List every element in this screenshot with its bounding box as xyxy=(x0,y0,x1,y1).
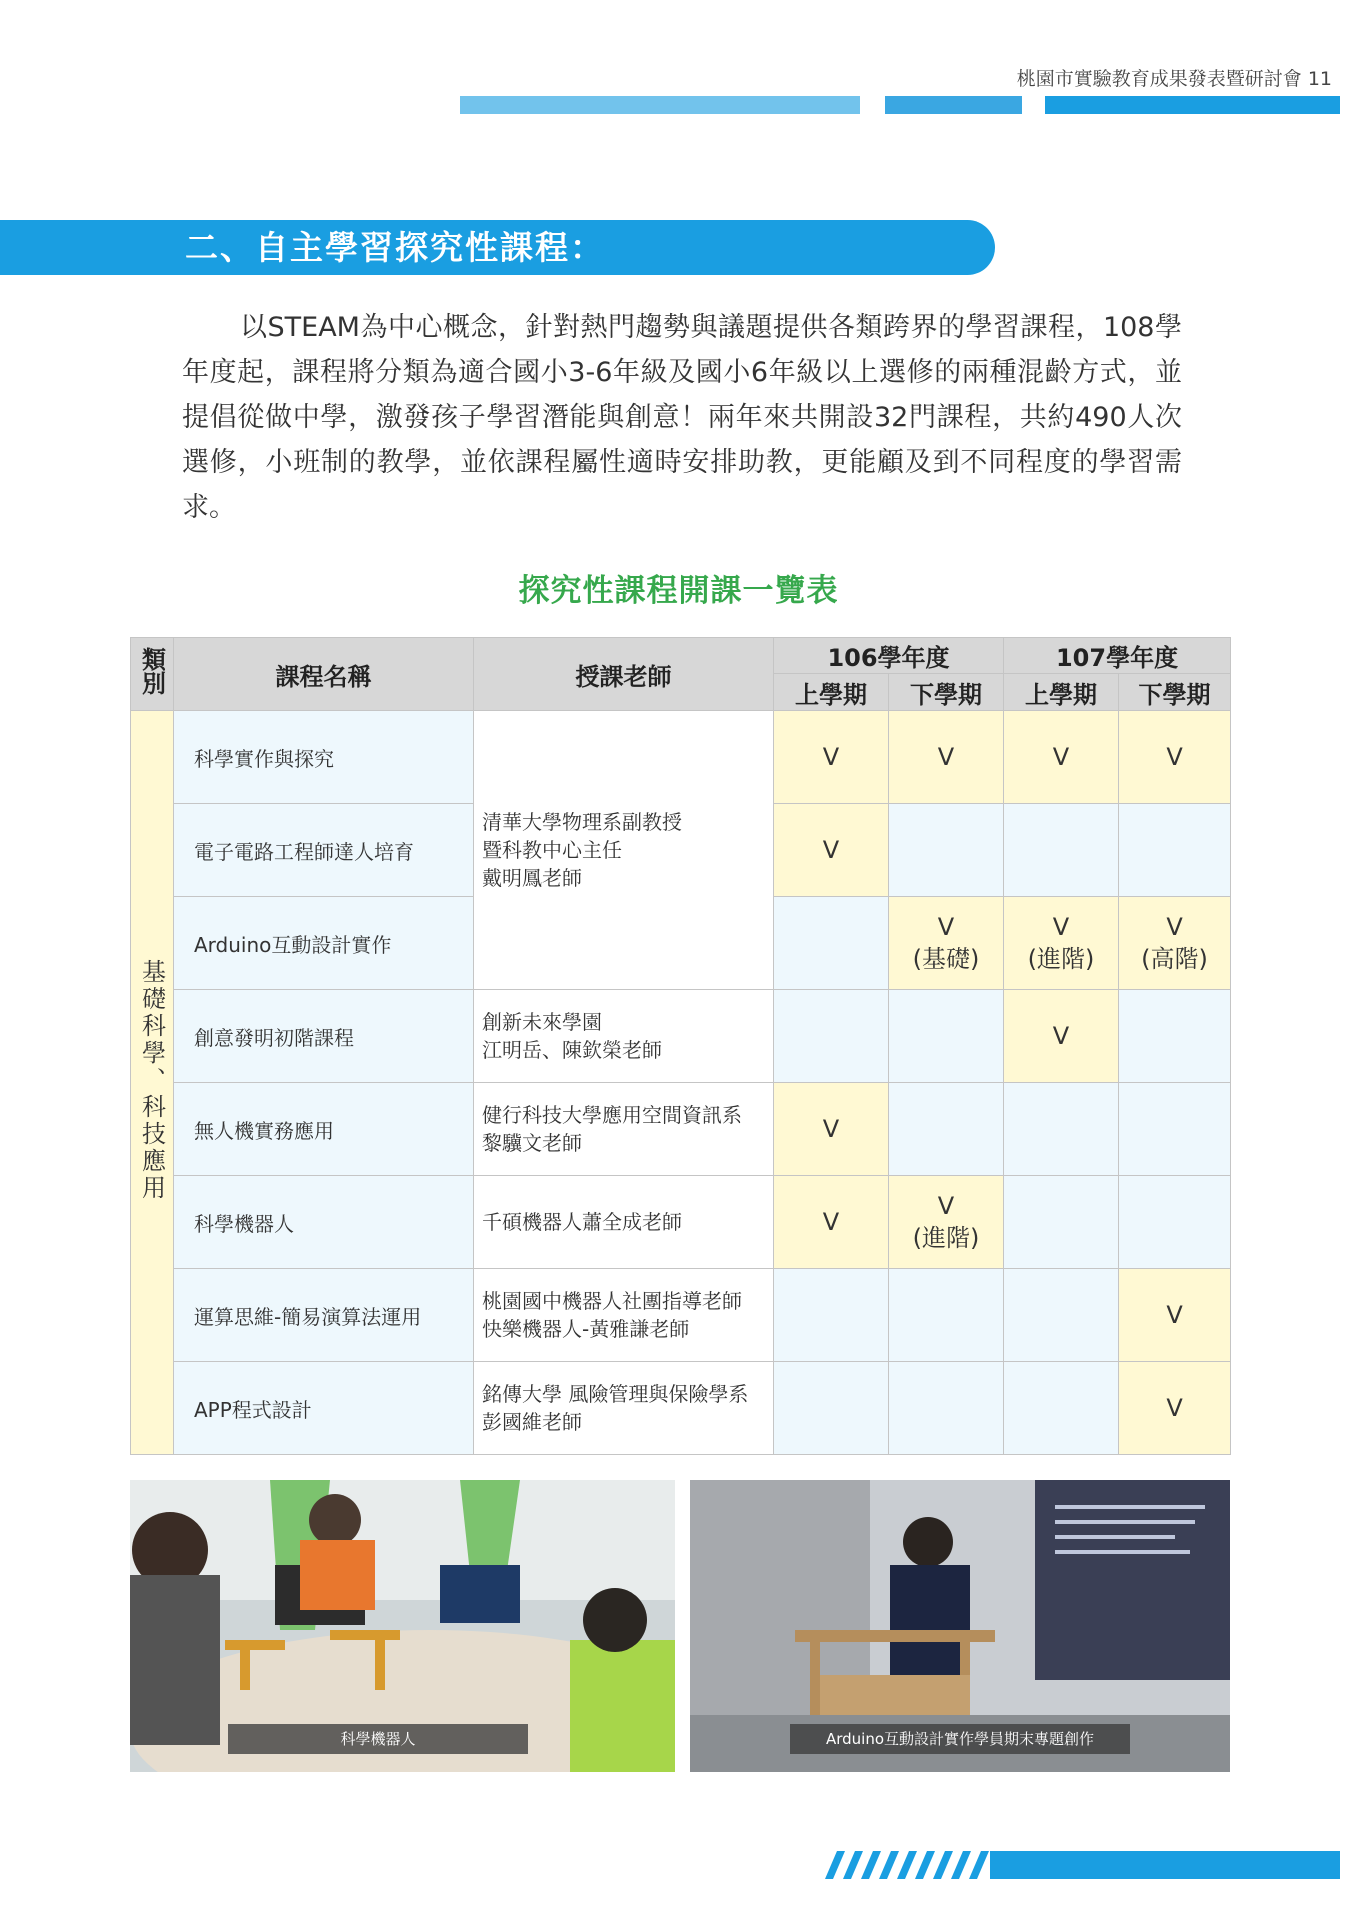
header-course: 課程名稱 xyxy=(174,638,474,711)
mark-cell: V xyxy=(774,1083,889,1176)
mark-cell: V xyxy=(1119,1269,1231,1362)
footer-bar xyxy=(990,1851,1340,1879)
mark-cell xyxy=(889,1269,1004,1362)
mark-cell: V (進階) xyxy=(1004,897,1119,990)
mark-cell xyxy=(1119,1083,1231,1176)
table-row xyxy=(131,1176,1231,1269)
course-name: 電子電路工程師達人培育 xyxy=(174,804,474,897)
footer-stripes xyxy=(825,1851,1000,1879)
mark-cell: V xyxy=(889,711,1004,804)
header-106-sem2: 下學期 xyxy=(889,674,1004,711)
mark-cell: V xyxy=(774,711,889,804)
intro-paragraph: 以STEAM為中心概念，針對熱門趨勢與議題提供各類跨界的學習課程，108學年度起，課程將分類為適合國小3-6年級及國小6年級以上選修的兩種混齡方式，並提倡從做中學，激發孩子學習潛能與創意！兩年來共開設32門課程，共約490人次選修，小班制的教學，並依課程屬性適時安排助教，更能顧及到不同程度的學習需求。 xyxy=(182,312,1182,523)
header-107-sem1: 上學期 xyxy=(1004,674,1119,711)
mark-cell: V xyxy=(774,1176,889,1269)
mark-cell: V xyxy=(1004,990,1119,1083)
course-name: Arduino互動設計實作 xyxy=(174,897,474,990)
photo-arduino-project xyxy=(690,1480,1230,1772)
course-teacher: 清華大學物理系副教授 暨科教中心主任 戴明鳳老師 xyxy=(474,711,774,990)
table-row xyxy=(131,990,1231,1083)
course-name: 科學機器人 xyxy=(174,1176,474,1269)
header-year-106: 106學年度 xyxy=(774,638,1004,674)
header-bar-1 xyxy=(460,96,860,114)
section-title: 二、自主學習探究性課程： xyxy=(185,228,605,267)
mark-cell xyxy=(1119,804,1231,897)
course-teacher: 創新未來學園 江明岳、陳欽榮老師 xyxy=(474,990,774,1083)
photo-robot-class xyxy=(130,1480,675,1772)
mark-cell: V (進階) xyxy=(889,1176,1004,1269)
course-teacher: 銘傳大學 風險管理與保險學系 彭國維老師 xyxy=(474,1362,774,1455)
page-header-title: 桃園市實驗教育成果發表暨研討會 11 xyxy=(1016,68,1332,90)
course-name: 創意發明初階課程 xyxy=(174,990,474,1083)
mark-cell: V (基礎) xyxy=(889,897,1004,990)
header-106-sem1: 上學期 xyxy=(774,674,889,711)
course-teacher: 桃園國中機器人社團指導老師 快樂機器人-黃雅謙老師 xyxy=(474,1269,774,1362)
mark-cell xyxy=(774,990,889,1083)
mark-cell xyxy=(889,1362,1004,1455)
header-category: 類別 xyxy=(131,638,174,711)
table-title: 探究性課程開課一覽表 xyxy=(518,573,839,609)
intro-text xyxy=(182,305,1182,530)
mark-cell xyxy=(774,1362,889,1455)
mark-cell: V xyxy=(1119,1362,1231,1455)
course-name: APP程式設計 xyxy=(174,1362,474,1455)
course-name: 無人機實務應用 xyxy=(174,1083,474,1176)
mark-cell xyxy=(889,804,1004,897)
mark-cell xyxy=(1119,1176,1231,1269)
category-cell: 基礎科學、科技應用 xyxy=(131,711,174,1455)
mark-cell xyxy=(1004,804,1119,897)
photo-caption: 科學機器人 xyxy=(228,1724,528,1754)
course-teacher: 千碩機器人蕭全成老師 xyxy=(474,1176,774,1269)
mark-cell xyxy=(889,1083,1004,1176)
table-row xyxy=(131,1083,1231,1176)
course-teacher: 健行科技大學應用空間資訊系 黎驥文老師 xyxy=(474,1083,774,1176)
course-table xyxy=(130,637,1231,1455)
mark-cell xyxy=(1004,1176,1119,1269)
photo-caption: Arduino互動設計實作學員期末專題創作 xyxy=(790,1724,1130,1754)
course-name: 科學實作與探究 xyxy=(174,711,474,804)
mark-cell: V (高階) xyxy=(1119,897,1231,990)
mark-cell: V xyxy=(774,804,889,897)
mark-cell xyxy=(1004,1083,1119,1176)
header-bar-3 xyxy=(1045,96,1340,114)
table-row xyxy=(131,711,1231,804)
table-row xyxy=(131,1269,1231,1362)
mark-cell xyxy=(1119,990,1231,1083)
mark-cell: V xyxy=(1004,711,1119,804)
mark-cell xyxy=(1004,1269,1119,1362)
header-year-107: 107學年度 xyxy=(1004,638,1231,674)
mark-cell xyxy=(1004,1362,1119,1455)
mark-cell xyxy=(774,897,889,990)
table-row xyxy=(131,1362,1231,1455)
header-teacher: 授課老師 xyxy=(474,638,774,711)
header-bar-2 xyxy=(885,96,1022,114)
mark-cell xyxy=(889,990,1004,1083)
mark-cell xyxy=(774,1269,889,1362)
header-107-sem2: 下學期 xyxy=(1119,674,1231,711)
course-name: 運算思維-簡易演算法運用 xyxy=(174,1269,474,1362)
mark-cell: V xyxy=(1119,711,1231,804)
